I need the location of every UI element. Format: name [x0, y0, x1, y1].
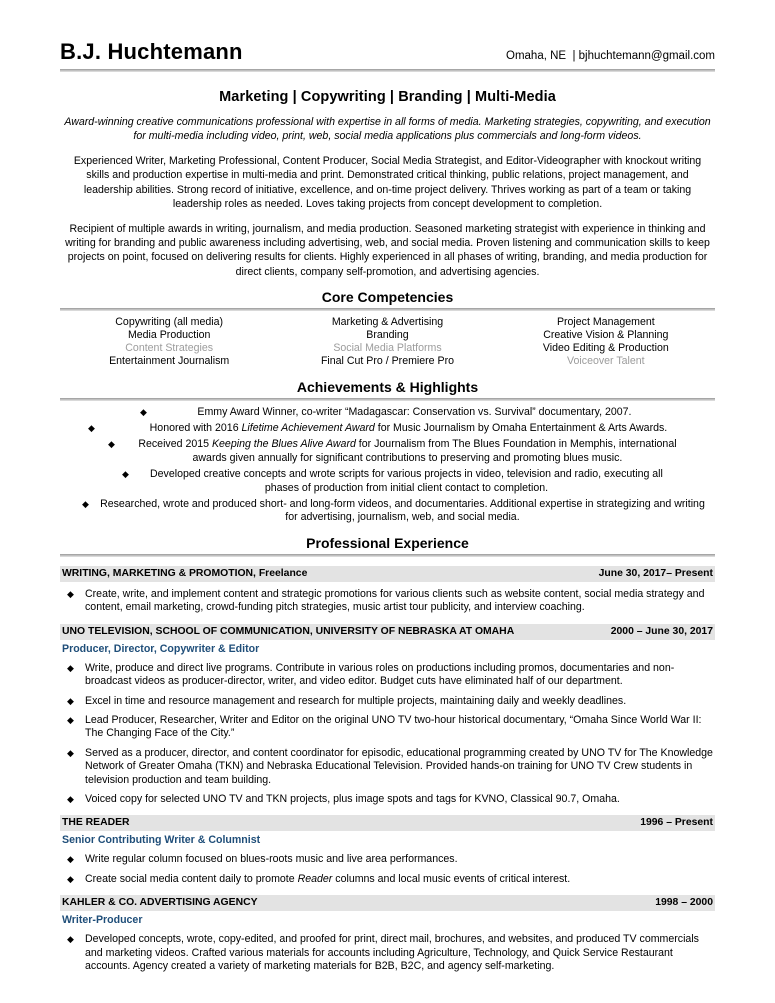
job-title: Writer-Producer	[62, 914, 143, 927]
achievement-item	[60, 422, 715, 435]
diamond-bullet-icon: ◆	[108, 439, 115, 450]
diamond-bullet-icon: ◆	[67, 588, 74, 599]
competency-column-2	[278, 316, 496, 369]
summary-paragraph-1: Experienced Writer, Marketing Professional, Content Producer, Social Media Strategist, and Editor-Videographer with knockout writing skills and production expertise in multi-media and print. Demonstrated critical thinking, public relations, project management, and leadership abilities. Strong record of initiative, excellence, and on-time project delivery. Thrives working as part of a team or taking leadership roles as needed. Loves taking projects from concept development to completion.	[73, 155, 702, 210]
achievement-text: Emmy Award Winner, co-writer “Madagascar: Conservation vs. Survival” documentary, 2007.	[197, 405, 632, 418]
competency-column-3	[497, 316, 715, 369]
achievement-item	[60, 406, 715, 419]
responsibility-text: Create social media content daily to promote Reader columns and local music events of critical interest.	[85, 872, 571, 885]
responsibility-text: Lead Producer, Researcher, Writer and Editor on the original UNO TV two-hour historical documentary, “Omaha Since World War II: The Changing Face of the City.”	[85, 713, 702, 740]
competency-item: Creative Vision & Planning	[543, 329, 669, 342]
section-divider	[60, 554, 715, 557]
competency-item: Final Cut Pro / Premiere Pro	[320, 355, 455, 368]
responsibility-list	[60, 588, 715, 615]
competency-item: Marketing & Advertising	[331, 315, 444, 328]
contact-info: Omaha, NE | bjhuchtemann@gmail.com	[506, 50, 715, 62]
employment-dates: 1998 – 2000	[655, 897, 713, 909]
achievement-item	[60, 468, 715, 495]
section-title-achievements: Achievements & Highlights	[296, 378, 479, 395]
experience-entry	[60, 815, 715, 886]
experience-entry	[60, 895, 715, 973]
experience-header	[60, 815, 715, 831]
experience-header	[60, 624, 715, 640]
competency-item: Branding	[366, 329, 409, 342]
diamond-bullet-icon: ◆	[67, 934, 74, 945]
section-divider	[60, 398, 715, 401]
achievement-text: Researched, wrote and produced short- and long-form videos, and documentaries. Additional expertise in strategizing and writing for advertising, journalism, web, and social media.	[100, 498, 705, 524]
core-competencies-grid	[60, 316, 715, 369]
section-title-experience: Professional Experience	[306, 534, 469, 551]
summary-italic: Award-winning creative communications professional with expertise in all forms of media. Marketing strategies, copywriting, and execution for multi-media including video, print, web, social media applications plus commercials and long-form videos.	[64, 116, 711, 143]
header-divider	[60, 69, 715, 72]
responsibility-text: Write, produce and direct live programs. Contribute in various roles on productions including promos, documentaries and non-broadcast videos as producer-director, writer, and video editor. Budget cuts have eliminated half of our department.	[85, 661, 675, 688]
diamond-bullet-icon: ◆	[88, 423, 95, 434]
employment-dates: 2000 – June 30, 2017	[610, 625, 713, 637]
professional-headline: Marketing | Copywriting | Branding | Multi-Media	[219, 89, 556, 106]
diamond-bullet-icon: ◆	[67, 662, 74, 673]
responsibility-list	[60, 853, 715, 886]
responsibility-item	[60, 933, 715, 973]
competency-item: Project Management	[556, 315, 655, 328]
responsibility-item	[60, 793, 715, 806]
resume-header	[60, 40, 715, 64]
responsibility-item	[60, 662, 715, 689]
section-divider	[60, 308, 715, 311]
achievement-item	[60, 438, 715, 465]
candidate-name: B.J. Huchtemann	[60, 39, 243, 64]
employment-dates: 1996 – Present	[640, 817, 713, 829]
responsibility-item	[60, 714, 715, 741]
company-name: UNO TELEVISION, SCHOOL OF COMMUNICATION, UNIVERSITY OF NEBRASKA AT OMAHA	[62, 625, 515, 637]
responsibility-item	[60, 588, 715, 615]
diamond-bullet-icon: ◆	[67, 793, 74, 804]
achievements-list	[60, 406, 715, 525]
competency-item: Voiceover Talent	[567, 355, 645, 368]
competency-item: Video Editing & Production	[542, 342, 669, 355]
responsibility-text: Write regular column focused on blues-roots music and live area performances.	[85, 853, 458, 866]
responsibility-text: Create, write, and implement content and strategic promotions for various clients such as website content, social media strategy and content, email marketing, crowd-funding pitch strategies, music artist tour publicity, and interview coaching.	[85, 587, 705, 614]
company-name: THE READER	[62, 817, 130, 829]
diamond-bullet-icon: ◆	[67, 873, 74, 884]
experience-entry	[60, 624, 715, 807]
company-name: WRITING, MARKETING & PROMOTION, Freelance	[62, 567, 308, 579]
company-name: KAHLER & CO. ADVERTISING AGENCY	[62, 897, 258, 909]
competency-item: Content Strategies	[125, 342, 214, 355]
responsibility-list	[60, 933, 715, 973]
diamond-bullet-icon: ◆	[67, 854, 74, 865]
responsibility-item	[60, 853, 715, 866]
competency-item: Copywriting (all media)	[115, 315, 224, 328]
achievement-item	[60, 498, 715, 525]
achievement-text: Received 2015 Keeping the Blues Alive Award for Journalism from The Blues Foundation in Memphis, international awards given annually for significant contributions to preserving and promoting blues music.	[138, 438, 677, 464]
achievement-text: Developed creative concepts and wrote scripts for various projects in video, television and radio, executing all phases of production from initial client contact to completion.	[150, 468, 663, 494]
experience-list	[60, 566, 715, 974]
experience-header	[60, 895, 715, 911]
diamond-bullet-icon: ◆	[122, 469, 129, 480]
section-title-core-competencies: Core Competencies	[321, 288, 454, 305]
job-title: Senior Contributing Writer & Columnist	[62, 834, 261, 847]
responsibility-text: Developed concepts, wrote, copy-edited, and proofed for print, direct mail, brochures, and websites, and produced TV commercials and marketing videos. Crafted various materials for accounts including Agriculture, Technology, and Quick Service Restaurant accounts. Agency created a variety of marketing materials for B2B, B2C, and agency self-marketing.	[85, 933, 699, 972]
responsibility-item	[60, 695, 715, 708]
diamond-bullet-icon: ◆	[67, 747, 74, 758]
responsibility-item	[60, 747, 715, 787]
summary-paragraph-2: Recipient of multiple awards in writing, journalism, and media production. Seasoned marketing strategist with experience in thinking and writing for branding and public awareness including advertising, web, and social media. Proven listening and communication skills to keep projects on point, focused on delivering results for clients. Highly experienced in all phases of writing, branding, and media production for direct clients, company self-promotion, and advertising agencies.	[65, 223, 710, 278]
employment-dates: June 30, 2017– Present	[598, 567, 713, 579]
experience-entry	[60, 566, 715, 615]
responsibility-text: Served as a producer, director, and content coordinator for episodic, educational programming created by UNO TV for The Knowledge Network of Greater Omaha (TKN) and Nebraska Educational Television. Provided hands-on training for UNO TV Crew students in television production and team building.	[85, 746, 713, 786]
achievement-text: Honored with 2016 Lifetime Achievement Award for Music Journalism by Omaha Entertainment & Arts Awards.	[149, 422, 668, 435]
diamond-bullet-icon: ◆	[82, 499, 89, 510]
diamond-bullet-icon: ◆	[140, 406, 147, 417]
responsibility-text: Voiced copy for selected UNO TV and TKN projects, plus image spots and tags for KVNO, Classical 90.7, Omaha.	[85, 792, 620, 805]
competency-item: Social Media Platforms	[333, 342, 442, 355]
diamond-bullet-icon: ◆	[67, 714, 74, 725]
competency-column-1	[60, 316, 278, 369]
responsibility-text: Excel in time and resource management and research for multiple projects, maintaining daily and weekly deadlines.	[85, 694, 627, 707]
responsibility-item	[60, 873, 715, 886]
competency-item: Media Production	[127, 329, 211, 342]
diamond-bullet-icon: ◆	[67, 695, 74, 706]
competency-item: Entertainment Journalism	[109, 355, 230, 368]
experience-header	[60, 566, 715, 582]
job-title: Producer, Director, Copywriter & Editor	[62, 642, 260, 655]
responsibility-list	[60, 662, 715, 807]
